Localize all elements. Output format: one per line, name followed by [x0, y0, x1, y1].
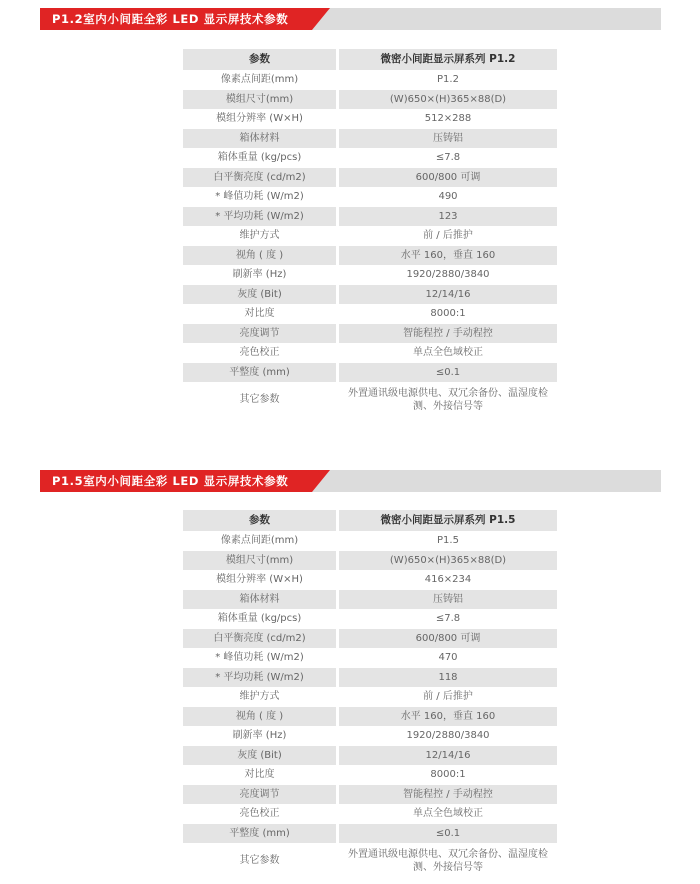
section-banner — [40, 8, 661, 30]
param-name-cell: * 峰值功耗 (W/m2) — [183, 648, 339, 668]
table-row — [183, 765, 557, 785]
param-value-cell: 470 — [438, 652, 458, 664]
table-row — [183, 382, 557, 417]
param-name-cell: 对比度 — [183, 765, 339, 785]
param-name-cell: 灰度 (Bit) — [183, 285, 339, 305]
table-row — [183, 246, 557, 266]
param-name-cell: 白平衡亮度 (cd/m2) — [183, 168, 339, 188]
param-value-cell: 微密小间距显示屏系列 P1.5 — [339, 510, 557, 531]
param-value-cell: 600/800 可调 — [339, 168, 557, 188]
param-name-cell: 对比度 — [183, 304, 339, 324]
section-title: P1.5室内小间距全彩 LED 显示屏技术参数 — [52, 474, 289, 488]
table-row — [183, 304, 557, 324]
table-row — [183, 129, 557, 149]
param-name-cell: 像素点间距(mm) — [183, 531, 339, 551]
param-value-cell: 水平 160，垂直 160 — [339, 707, 557, 727]
param-value-cell: 1920/2880/3840 — [406, 730, 490, 742]
table-row — [183, 570, 557, 590]
param-value-cell: 智能程控 / 手动程控 — [339, 324, 557, 344]
spec-table — [183, 49, 557, 417]
param-name-cell: 平整度 (mm) — [183, 824, 339, 844]
table-row — [183, 648, 557, 668]
param-name-cell: 灰度 (Bit) — [183, 746, 339, 766]
table-row — [183, 707, 557, 727]
param-value-cell: 外置通讯级电源供电、双冗余备份、温湿度检测、外接信号等 — [348, 387, 548, 412]
table-row — [183, 207, 557, 227]
param-name-cell: 白平衡亮度 (cd/m2) — [183, 629, 339, 649]
param-name-cell: 刷新率 (Hz) — [183, 726, 339, 746]
table-row — [183, 746, 557, 766]
table-row — [183, 285, 557, 305]
table-row — [183, 265, 557, 285]
param-name-cell: 其它参数 — [183, 843, 339, 878]
param-name-cell: 参数 — [183, 510, 339, 531]
table-row — [183, 531, 557, 551]
table-row — [183, 590, 557, 610]
param-name-cell: 视角 ( 度 ) — [183, 246, 339, 266]
param-value-cell: P1.2 — [437, 74, 459, 86]
param-name-cell: 亮度调节 — [183, 785, 339, 805]
param-value-cell: 压铸铝 — [339, 590, 557, 610]
param-name-cell: 模组分辨率 (W×H) — [183, 109, 339, 129]
param-value-cell: ≤0.1 — [339, 824, 557, 844]
param-value-cell: 416×234 — [424, 574, 472, 586]
table-row — [183, 70, 557, 90]
table-row — [183, 363, 557, 383]
table-header-row — [183, 510, 557, 531]
param-value-cell: 118 — [339, 668, 557, 688]
param-value-cell: 压铸铝 — [339, 129, 557, 149]
param-name-cell: 维护方式 — [183, 687, 339, 707]
param-name-cell: 箱体材料 — [183, 129, 339, 149]
table-row — [183, 109, 557, 129]
table-row — [183, 226, 557, 246]
param-value-cell: 单点全色域校正 — [413, 347, 483, 359]
param-name-cell: 其它参数 — [183, 382, 339, 417]
table-row — [183, 168, 557, 188]
table-row — [183, 343, 557, 363]
param-name-cell: 参数 — [183, 49, 339, 70]
param-name-cell: 亮色校正 — [183, 343, 339, 363]
param-name-cell: 箱体重量 (kg/pcs) — [183, 609, 339, 629]
param-value-cell: P1.5 — [437, 535, 459, 547]
param-value-cell: ≤0.1 — [339, 363, 557, 383]
param-name-cell: 箱体重量 (kg/pcs) — [183, 148, 339, 168]
param-name-cell: * 平均功耗 (W/m2) — [183, 668, 339, 688]
param-name-cell: 刷新率 (Hz) — [183, 265, 339, 285]
param-value-cell: 490 — [438, 191, 458, 203]
table-row — [183, 668, 557, 688]
param-name-cell: 模组尺寸(mm) — [183, 551, 339, 571]
table-row — [183, 785, 557, 805]
param-value-cell: 水平 160，垂直 160 — [339, 246, 557, 266]
spec-table — [183, 510, 557, 878]
param-value-cell: (W)650×(H)365×88(D) — [339, 551, 557, 571]
table-header-row — [183, 49, 557, 70]
param-name-cell: 模组尺寸(mm) — [183, 90, 339, 110]
table-row — [183, 843, 557, 878]
param-value-cell: ≤7.8 — [435, 613, 461, 625]
table-row — [183, 187, 557, 207]
param-name-cell: 平整度 (mm) — [183, 363, 339, 383]
param-name-cell: * 峰值功耗 (W/m2) — [183, 187, 339, 207]
param-name-cell: 箱体材料 — [183, 590, 339, 610]
param-name-cell: 亮色校正 — [183, 804, 339, 824]
param-name-cell: * 平均功耗 (W/m2) — [183, 207, 339, 227]
param-name-cell: 像素点间距(mm) — [183, 70, 339, 90]
param-value-cell: 外置通讯级电源供电、双冗余备份、温湿度检测、外接信号等 — [348, 848, 548, 873]
param-value-cell: 微密小间距显示屏系列 P1.2 — [339, 49, 557, 70]
param-value-cell: ≤7.8 — [435, 152, 461, 164]
param-name-cell: 模组分辨率 (W×H) — [183, 570, 339, 590]
section-title: P1.2室内小间距全彩 LED 显示屏技术参数 — [52, 12, 289, 26]
table-row — [183, 324, 557, 344]
table-row — [183, 551, 557, 571]
param-value-cell: 8000:1 — [430, 769, 466, 781]
param-value-cell: 前 / 后推护 — [423, 691, 473, 703]
table-row — [183, 687, 557, 707]
param-name-cell: 维护方式 — [183, 226, 339, 246]
param-value-cell: (W)650×(H)365×88(D) — [339, 90, 557, 110]
section-banner — [40, 470, 661, 492]
param-value-cell: 12/14/16 — [339, 285, 557, 305]
param-value-cell: 512×288 — [424, 113, 472, 125]
table-row — [183, 90, 557, 110]
table-row — [183, 804, 557, 824]
param-value-cell: 1920/2880/3840 — [406, 269, 490, 281]
param-value-cell: 600/800 可调 — [339, 629, 557, 649]
param-value-cell: 单点全色域校正 — [413, 808, 483, 820]
param-value-cell: 8000:1 — [430, 308, 466, 320]
param-name-cell: 亮度调节 — [183, 324, 339, 344]
param-value-cell: 智能程控 / 手动程控 — [339, 785, 557, 805]
param-value-cell: 前 / 后推护 — [423, 230, 473, 242]
table-row — [183, 148, 557, 168]
param-value-cell: 12/14/16 — [339, 746, 557, 766]
param-name-cell: 视角 ( 度 ) — [183, 707, 339, 727]
table-row — [183, 726, 557, 746]
param-value-cell: 123 — [339, 207, 557, 227]
table-row — [183, 609, 557, 629]
table-row — [183, 629, 557, 649]
table-row — [183, 824, 557, 844]
